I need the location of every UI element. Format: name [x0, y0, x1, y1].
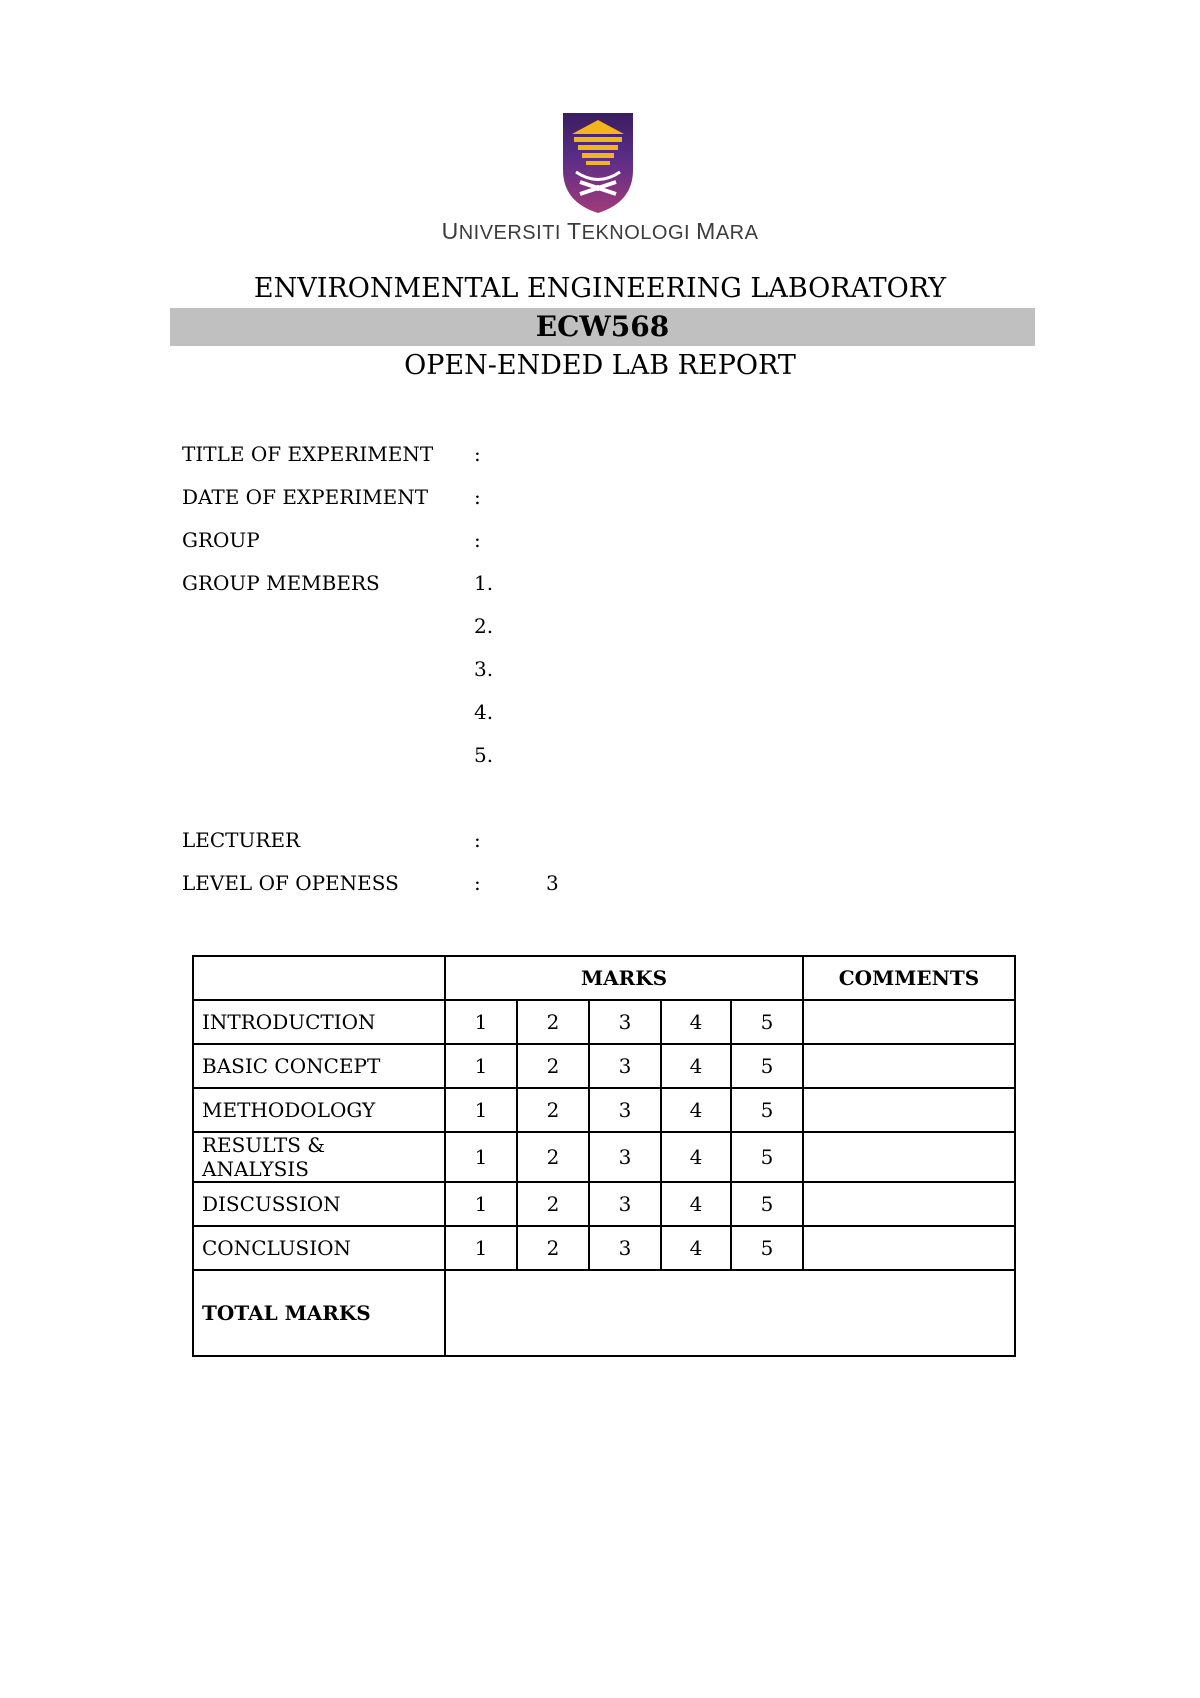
score-cell[interactable]: 2 — [517, 1044, 589, 1088]
group-members-label: GROUP MEMBERS — [182, 571, 380, 595]
score-cell[interactable]: 5 — [731, 1132, 803, 1182]
uni-name-part: M — [696, 218, 716, 244]
total-marks-label: TOTAL MARKS — [193, 1270, 445, 1356]
score-cell[interactable]: 1 — [445, 1000, 517, 1044]
score-cell[interactable]: 2 — [517, 1182, 589, 1226]
member-number: 1. — [474, 571, 494, 595]
score-cell[interactable]: 1 — [445, 1182, 517, 1226]
criterion-label: INTRODUCTION — [193, 1000, 445, 1044]
colon: : — [474, 528, 481, 552]
criterion-label: DISCUSSION — [193, 1182, 445, 1226]
score-cell[interactable]: 2 — [517, 1000, 589, 1044]
colon: : — [474, 828, 481, 852]
group-label: GROUP — [182, 528, 260, 552]
colon: : — [474, 485, 481, 509]
score-cell[interactable]: 3 — [589, 1000, 661, 1044]
score-cell[interactable]: 4 — [661, 1044, 731, 1088]
uni-name-part: NIVERSITI — [458, 222, 568, 244]
score-cell[interactable]: 3 — [589, 1088, 661, 1132]
score-cell[interactable]: 2 — [517, 1132, 589, 1182]
uni-name-part: EKNOLOGI — [581, 222, 697, 244]
score-cell[interactable]: 1 — [445, 1132, 517, 1182]
member-number: 4. — [474, 700, 494, 724]
total-row — [193, 1270, 1015, 1356]
uni-name-part: U — [441, 218, 459, 244]
criterion-label: CONCLUSION — [193, 1226, 445, 1270]
score-cell[interactable]: 4 — [661, 1226, 731, 1270]
score-cell[interactable]: 3 — [589, 1132, 661, 1182]
report-title: OPEN-ENDED LAB REPORT — [404, 350, 796, 381]
comment-cell[interactable] — [803, 1000, 1015, 1044]
table-row — [193, 1132, 1015, 1182]
score-cell[interactable]: 3 — [589, 1044, 661, 1088]
member-number: 3. — [474, 657, 494, 681]
colon: : — [474, 442, 481, 466]
comment-cell[interactable] — [803, 1132, 1015, 1182]
comments-header: COMMENTS — [803, 956, 1015, 1000]
criterion-label: RESULTS & ANALYSIS — [193, 1132, 445, 1182]
total-marks-cell[interactable] — [445, 1270, 1015, 1356]
score-cell[interactable]: 5 — [731, 1226, 803, 1270]
score-cell[interactable]: 2 — [517, 1226, 589, 1270]
course-code: ECW568 — [170, 308, 1035, 346]
date-of-experiment-label: DATE OF EXPERIMENT — [182, 485, 429, 509]
uni-name-part: T — [567, 218, 582, 244]
lecturer-label: LECTURER — [182, 828, 301, 852]
score-cell[interactable]: 1 — [445, 1088, 517, 1132]
score-cell[interactable]: 5 — [731, 1044, 803, 1088]
level-of-openess-label: LEVEL OF OPENESS — [182, 871, 399, 895]
table-header-row — [193, 956, 1015, 1000]
level-of-openess-value: 3 — [546, 871, 559, 895]
colon: : — [474, 871, 481, 895]
comment-cell[interactable] — [803, 1088, 1015, 1132]
comment-cell[interactable] — [803, 1182, 1015, 1226]
crest-icon — [562, 112, 634, 214]
table-row — [193, 1182, 1015, 1226]
table-row — [193, 1088, 1015, 1132]
score-cell[interactable]: 4 — [661, 1000, 731, 1044]
blank-header-cell — [193, 956, 445, 1000]
score-cell[interactable]: 2 — [517, 1088, 589, 1132]
comment-cell[interactable] — [803, 1044, 1015, 1088]
score-cell[interactable]: 5 — [731, 1182, 803, 1226]
score-cell[interactable]: 5 — [731, 1000, 803, 1044]
score-cell[interactable]: 3 — [589, 1226, 661, 1270]
criterion-label: METHODOLOGY — [193, 1088, 445, 1132]
score-cell[interactable]: 5 — [731, 1088, 803, 1132]
table-row — [193, 1044, 1015, 1088]
score-cell[interactable]: 4 — [661, 1182, 731, 1226]
score-cell[interactable]: 4 — [661, 1088, 731, 1132]
comment-cell[interactable] — [803, 1226, 1015, 1270]
marks-table — [192, 955, 1016, 1357]
member-number: 5. — [474, 743, 494, 767]
uni-name-part: ARA — [715, 222, 759, 244]
table-row — [193, 1226, 1015, 1270]
member-number: 2. — [474, 614, 494, 638]
score-cell[interactable]: 4 — [661, 1132, 731, 1182]
lab-title: ENVIRONMENTAL ENGINEERING LABORATORY — [253, 273, 947, 304]
table-row — [193, 1000, 1015, 1044]
score-cell[interactable]: 1 — [445, 1044, 517, 1088]
marks-header: MARKS — [445, 956, 803, 1000]
university-name — [350, 218, 850, 245]
score-cell[interactable]: 3 — [589, 1182, 661, 1226]
score-cell[interactable]: 1 — [445, 1226, 517, 1270]
title-of-experiment-label: TITLE OF EXPERIMENT — [182, 442, 434, 466]
criterion-label: BASIC CONCEPT — [193, 1044, 445, 1088]
